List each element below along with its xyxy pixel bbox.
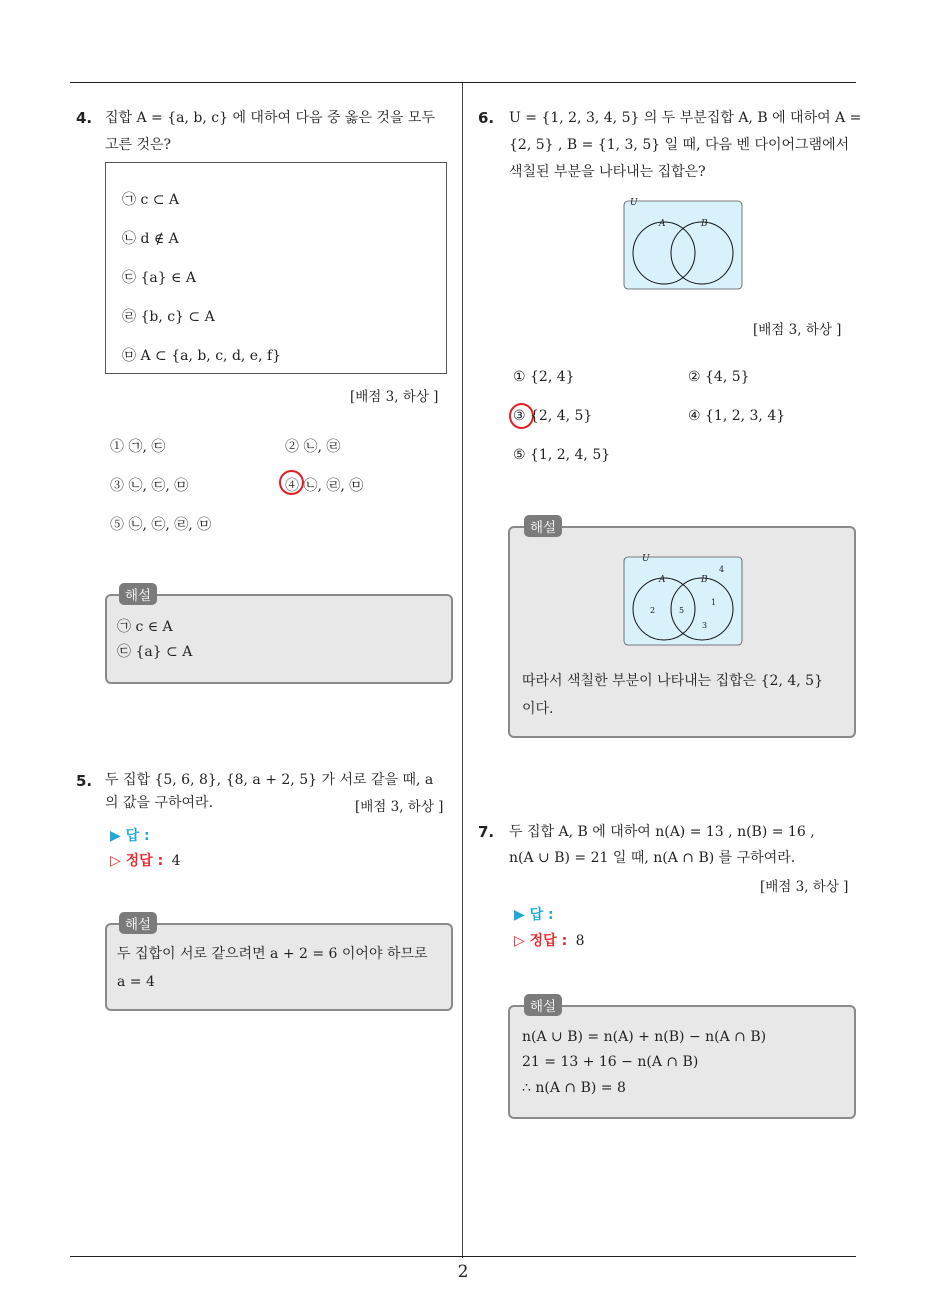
- top-rule: [70, 82, 856, 83]
- q4-option-3: ㉢ {a} ∈ A: [122, 270, 196, 286]
- q6-solution-venn-number-5: 5: [679, 606, 685, 615]
- q6-choice-1[interactable]: ① {2, 4}: [513, 369, 575, 385]
- q4-choice-4[interactable]: ④ ㉡, ㉣, ㉤: [285, 478, 364, 494]
- q5-number: 5.: [76, 772, 93, 790]
- q6-solution-venn-number-1: 1: [711, 598, 717, 607]
- q4-solution-line2: ㉢ {a} ⊂ A: [117, 644, 193, 660]
- q6-choice-3[interactable]: ③ {2, 4, 5}: [513, 408, 593, 424]
- q6-solution-venn-universe: [624, 557, 742, 645]
- q6-venn-label-a: A: [659, 219, 666, 229]
- q5-correct-value: 4: [171, 853, 181, 869]
- q6-solution-venn-label-a: A: [659, 575, 666, 585]
- bottom-rule: [70, 1256, 856, 1257]
- q7-number: 7.: [478, 823, 495, 841]
- q7-answer-label: ▶ 답 :: [514, 907, 554, 923]
- q4-choice-1[interactable]: ① ㉠, ㉢: [110, 439, 166, 455]
- q7-points: [배점 3, 하상 ]: [760, 879, 849, 895]
- q5-correct-label: ▷ 정답 :: [110, 853, 164, 869]
- q7-correct-value: 8: [575, 933, 585, 949]
- q6-solution-line1: 따라서 색칠한 부분이 나타내는 집합은 {2, 4, 5}: [522, 673, 823, 689]
- q4-solution-tag: 해설: [119, 583, 157, 605]
- q5-solution-tag: 해설: [119, 912, 157, 934]
- q4-points: [배점 3, 하상 ]: [350, 389, 439, 405]
- column-divider: [462, 83, 463, 1258]
- q6-solution-venn-number-2: 2: [650, 606, 656, 615]
- q6-choice-2[interactable]: ② {4, 5}: [688, 369, 750, 385]
- q7-solution-line2: 21 = 13 + 16 − n(A ∩ B): [522, 1054, 699, 1070]
- q6-number: 6.: [478, 109, 495, 127]
- page-number: 2: [457, 1262, 469, 1282]
- q6-venn-diagram: [622, 196, 746, 294]
- q6-solution-venn-number-4: 4: [719, 565, 725, 574]
- q4-number: 4.: [76, 109, 93, 127]
- q4-text-line2: 고른 것은?: [105, 137, 172, 153]
- q4-choice-5[interactable]: ⑤ ㉡, ㉢, ㉣, ㉤: [110, 517, 212, 533]
- q4-choice-2[interactable]: ② ㉡, ㉣: [285, 439, 341, 455]
- q6-choice-5[interactable]: ⑤ {1, 2, 4, 5}: [513, 447, 611, 463]
- q6-venn-label-u: U: [630, 198, 638, 208]
- q7-text-line2: n(A ∪ B) = 21 일 때, n(A ∩ B) 를 구하여라.: [509, 850, 796, 866]
- q7-text-line1: 두 집합 A, B 에 대하여 n(A) = 13 , n(B) = 16 ,: [509, 824, 815, 840]
- q6-solution-line2: 이다.: [522, 701, 554, 717]
- q4-option-5: ㉤ A ⊂ {a, b, c, d, e, f}: [122, 348, 282, 364]
- q6-solution-venn-diagram: [622, 552, 746, 650]
- q5-points: [배점 3, 하상 ]: [355, 799, 444, 815]
- q6-text-line3: 색칠된 부분을 나타내는 집합은?: [509, 164, 706, 180]
- q6-venn-universe: [624, 201, 742, 289]
- q6-solution-venn-label-b: B: [701, 575, 708, 585]
- q6-points: [배점 3, 하상 ]: [753, 322, 842, 338]
- q6-solution-tag: 해설: [524, 515, 562, 537]
- q6-choice-4[interactable]: ④ {1, 2, 3, 4}: [688, 408, 786, 424]
- q4-solution-box: [105, 594, 453, 684]
- q7-solution-line1: n(A ∪ B) = n(A) + n(B) − n(A ∩ B): [522, 1029, 767, 1045]
- q4-choice-3[interactable]: ③ ㉡, ㉢, ㉤: [110, 478, 189, 494]
- q4-option-2: ㉡ d ∉ A: [122, 231, 179, 247]
- q5-correct-answer: [110, 850, 181, 870]
- q5-answer-label: ▶ 답 :: [110, 828, 150, 844]
- q6-venn-label-b: B: [701, 219, 708, 229]
- q7-correct-answer: [514, 930, 585, 950]
- q4-solution-line1: ㉠ c ∈ A: [117, 619, 173, 635]
- q5-solution-box: [105, 923, 453, 1011]
- q6-solution-venn-number-3: 3: [702, 621, 708, 630]
- q6-text-line2: {2, 5} , B = {1, 3, 5} 일 때, 다음 벤 다이어그램에서: [509, 137, 850, 153]
- q4-text-line1: 집합 A = {a, b, c} 에 대하여 다음 중 옳은 것을 모두: [105, 110, 435, 126]
- q4-option-4: ㉣ {b, c} ⊂ A: [122, 309, 215, 325]
- q5-text-line1: 두 집합 {5, 6, 8}, {8, a + 2, 5} 가 서로 같을 때, a: [105, 772, 434, 788]
- q4-option-1: ㉠ c ⊂ A: [122, 192, 180, 208]
- q7-solution-box: [508, 1005, 856, 1119]
- q6-solution-venn-label-u: U: [642, 554, 650, 564]
- q5-text-line2: 의 값을 구하여라.: [105, 795, 214, 811]
- q7-solution-line3: ∴ n(A ∩ B) = 8: [522, 1080, 626, 1096]
- q5-solution-line2: a = 4: [117, 974, 155, 990]
- q6-text-line1: U = {1, 2, 3, 4, 5} 의 두 부분집합 A, B 에 대하여 A =: [509, 110, 862, 126]
- q4-options-box: [105, 162, 447, 374]
- q7-correct-label: ▷ 정답 :: [514, 933, 568, 949]
- q6-solution-box: [508, 526, 856, 738]
- q7-solution-tag: 해설: [524, 994, 562, 1016]
- q5-solution-line1: 두 집합이 서로 같으려면 a + 2 = 6 이어야 하므로: [117, 946, 428, 962]
